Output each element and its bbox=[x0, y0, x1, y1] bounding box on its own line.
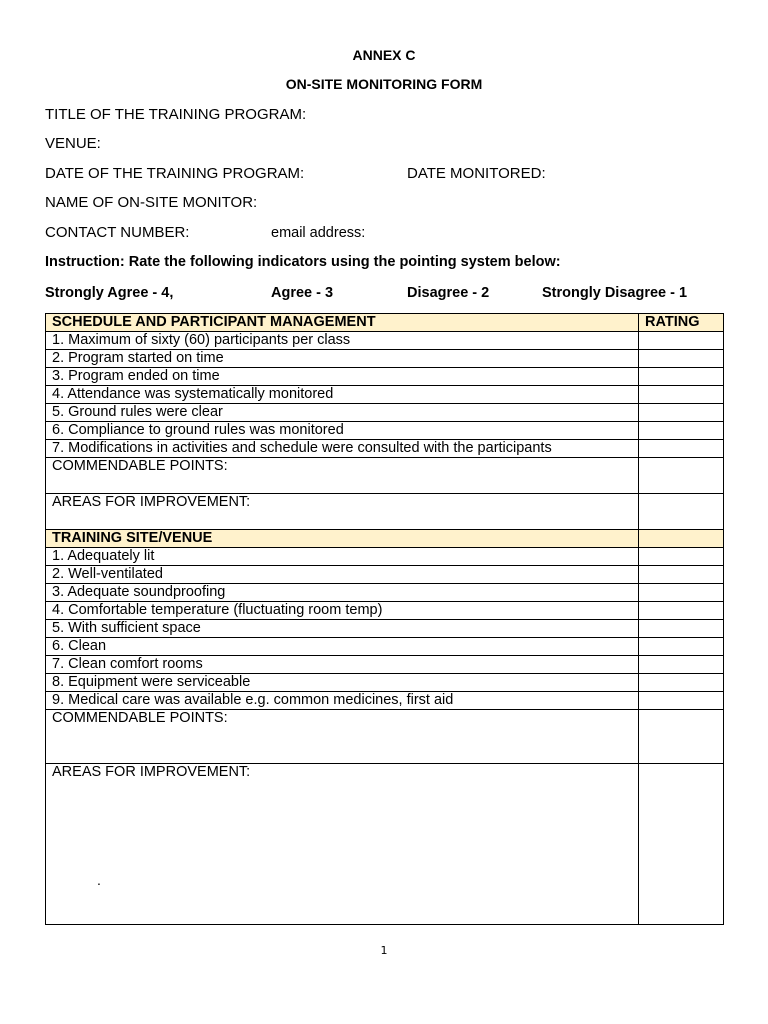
scale-strongly-agree: Strongly Agree - 4, bbox=[45, 285, 174, 301]
table-row bbox=[46, 350, 724, 368]
section-title-venue: TRAINING SITE/VENUE bbox=[46, 530, 639, 548]
rating-cell[interactable] bbox=[639, 386, 724, 404]
table-row bbox=[46, 638, 724, 656]
rating-cell[interactable] bbox=[639, 566, 724, 584]
monitoring-table bbox=[45, 313, 724, 925]
section-header-row bbox=[46, 314, 724, 332]
rating-cell[interactable] bbox=[639, 638, 724, 656]
table-row bbox=[46, 548, 724, 566]
training-title-label: TITLE OF THE TRAINING PROGRAM: bbox=[45, 106, 307, 123]
rating-cell[interactable] bbox=[639, 350, 724, 368]
section-title-schedule: SCHEDULE AND PARTICIPANT MANAGEMENT bbox=[46, 314, 639, 332]
indicator-label: 2. Well-ventilated bbox=[46, 566, 639, 584]
rating-cell[interactable] bbox=[639, 692, 724, 710]
indicator-label: 4. Attendance was systematically monitored bbox=[46, 386, 639, 404]
indicator-label: 5. With sufficient space bbox=[46, 620, 639, 638]
rating-cell[interactable] bbox=[639, 440, 724, 458]
table-row bbox=[46, 404, 724, 422]
indicator-label: 7. Clean comfort rooms bbox=[46, 656, 639, 674]
areas-for-improvement-field[interactable] bbox=[46, 764, 639, 925]
areas-for-improvement-row bbox=[46, 764, 724, 925]
rating-cell[interactable] bbox=[639, 656, 724, 674]
page-number: 1 bbox=[380, 944, 388, 957]
rating-cell[interactable] bbox=[639, 548, 724, 566]
date-monitored-label: DATE MONITORED: bbox=[407, 165, 546, 182]
commendable-points-row bbox=[46, 710, 724, 764]
rating-cell[interactable] bbox=[639, 332, 724, 350]
rating-cell[interactable] bbox=[639, 584, 724, 602]
table-row bbox=[46, 620, 724, 638]
table-row bbox=[46, 566, 724, 584]
rating-cell[interactable] bbox=[639, 458, 724, 494]
rating-cell[interactable] bbox=[639, 764, 724, 925]
commendable-points-field[interactable]: COMMENDABLE POINTS: bbox=[46, 458, 639, 494]
form-title: ON-SITE MONITORING FORM bbox=[285, 76, 483, 92]
indicator-label: 7. Modifications in activities and schedule were consulted with the participants bbox=[46, 440, 639, 458]
scale-strongly-disagree: Strongly Disagree - 1 bbox=[542, 285, 688, 301]
rating-header-empty bbox=[639, 530, 724, 548]
areas-for-improvement-field[interactable]: AREAS FOR IMPROVEMENT: bbox=[46, 494, 639, 530]
instruction-text: Instruction: Rate the following indicators using the pointing system below: bbox=[45, 254, 561, 270]
table-row bbox=[46, 422, 724, 440]
table-row bbox=[46, 440, 724, 458]
commendable-points-field[interactable]: COMMENDABLE POINTS: bbox=[46, 710, 639, 764]
rating-cell[interactable] bbox=[639, 422, 724, 440]
indicator-label: 6. Clean bbox=[46, 638, 639, 656]
table-row bbox=[46, 368, 724, 386]
rating-cell[interactable] bbox=[639, 710, 724, 764]
table-row bbox=[46, 656, 724, 674]
venue-label: VENUE: bbox=[45, 135, 101, 152]
rating-cell[interactable] bbox=[639, 602, 724, 620]
annex-label: ANNEX C bbox=[352, 47, 416, 63]
indicator-label: 9. Medical care was available e.g. common medicines, first aid bbox=[46, 692, 639, 710]
indicator-label: 6. Compliance to ground rules was monitored bbox=[46, 422, 639, 440]
scale-disagree: Disagree - 2 bbox=[407, 285, 490, 301]
table-row bbox=[46, 674, 724, 692]
areas-for-improvement-label: AREAS FOR IMPROVEMENT: bbox=[52, 764, 251, 780]
scale-agree: Agree - 3 bbox=[271, 285, 334, 301]
rating-header: RATING bbox=[639, 314, 724, 332]
table-row bbox=[46, 692, 724, 710]
rating-cell[interactable] bbox=[639, 368, 724, 386]
commendable-points-row bbox=[46, 458, 724, 494]
indicator-label: 5. Ground rules were clear bbox=[46, 404, 639, 422]
rating-cell[interactable] bbox=[639, 674, 724, 692]
training-date-label: DATE OF THE TRAINING PROGRAM: bbox=[45, 165, 305, 182]
rating-cell[interactable] bbox=[639, 620, 724, 638]
indicator-label: 4. Comfortable temperature (fluctuating room temp) bbox=[46, 602, 639, 620]
table-row bbox=[46, 602, 724, 620]
table-row bbox=[46, 386, 724, 404]
indicator-label: 3. Program ended on time bbox=[46, 368, 639, 386]
indicator-label: 8. Equipment were serviceable bbox=[46, 674, 639, 692]
monitor-name-label: NAME OF ON-SITE MONITOR: bbox=[45, 194, 258, 211]
indicator-label: 1. Maximum of sixty (60) participants per class bbox=[46, 332, 639, 350]
contact-number-label: CONTACT NUMBER: bbox=[45, 224, 190, 241]
indicator-label: 2. Program started on time bbox=[46, 350, 639, 368]
areas-for-improvement-row bbox=[46, 494, 724, 530]
table-row bbox=[46, 332, 724, 350]
indicator-label: 1. Adequately lit bbox=[46, 548, 639, 566]
rating-cell[interactable] bbox=[639, 494, 724, 530]
indicator-label: 3. Adequate soundproofing bbox=[46, 584, 639, 602]
table-row bbox=[46, 584, 724, 602]
section-header-row bbox=[46, 530, 724, 548]
stray-mark: . bbox=[97, 872, 101, 888]
email-label: email address: bbox=[271, 225, 366, 241]
rating-cell[interactable] bbox=[639, 404, 724, 422]
